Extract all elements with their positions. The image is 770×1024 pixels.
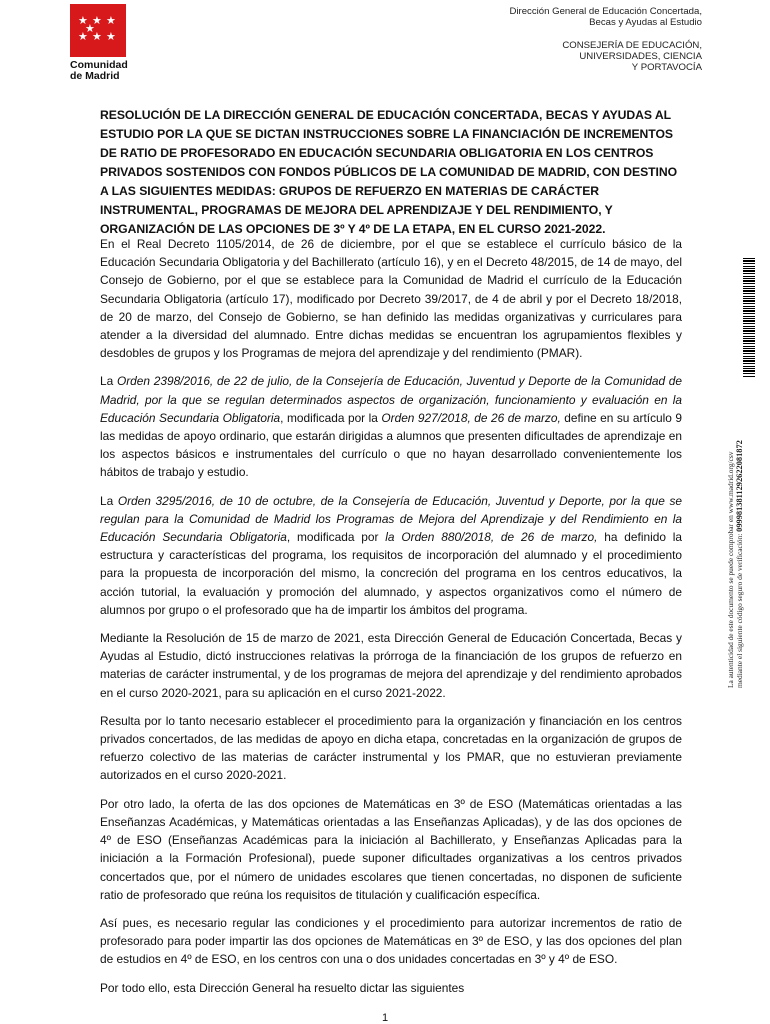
directorate-line2: Becas y Ayudas al Estudio: [589, 17, 702, 28]
paragraph-8: Por todo ello, esta Dirección General ha resuelto dictar las siguientes: [100, 980, 465, 995]
ministry-line3: Y PORTAVOCÍA: [631, 62, 702, 73]
verification-text: [726, 388, 744, 688]
cited-order-3295: Orden 3295/2016, de 10 de octubre, de la Consejería de Educación, Juventud y Deporte, por la que se regulan para la Comunidad de Madrid los Programas de Mejora del Aprendizaje y del Rendimiento en la Educación Secundaria Obligatoria: [100, 493, 683, 545]
paragraph-4: Mediante la Resolución de 15 de marzo de 2021, esta Dirección General de Educación Concertada, Becas y Ayudas al Estudio, dictó instrucciones relativas la prórroga de la financiación de los grupos de refuerzo en materias de carácter instrumental, y de los programas de mejora del aprendizaje y del rendimiento aprobados en el curso 2020-2021, para su aplicación en el curso 2021-2022.: [100, 631, 682, 700]
comunidad-de-madrid-logo: [70, 4, 128, 82]
paragraph-5: Resulta por lo tanto necesario establecer el procedimiento para la organización y financiación en los centros privados concertados, de las medidas de apoyo en dicha etapa, concretadas en la organización de grupos de refuerzo colectivo de las materias de carácter instrumental y los PMAR, que no estuvieran previamente autorizados en el curso 2020-2021.: [100, 713, 682, 783]
paragraph-1: En el Real Decreto 1105/2014, de 26 de diciembre, por el que se establece el currículo básico de la Educación Secundaria Obligatoria y del Bachillerato (artículo 16), y en el Decreto 48/2015, de 14 de mayo, del Consejo de Gobierno, por el que se establece para la Comunidad de Madrid el currículo de la Educación Secundaria Obligatoria (artículo 17), modificado por Decreto 39/2017, de 4 de abril y por el Decreto 18/2018, de 20 de marzo, del Consejo de Gobierno, se han definido las medidas organizativas y curriculares para atender a la diversidad del alumnado. Entre dichas medidas se encuentran los agrupamientos flexibles y desdobles de grupos y los Programas de mejora del aprendizaje y del rendimiento (PMAR).: [100, 237, 682, 361]
logo-text-line1: Comunidad: [70, 59, 128, 71]
ministry-header: [562, 40, 702, 73]
directorate-header: [509, 6, 702, 28]
paragraph-2: La Orden 2398/2016, de 22 de julio, de la Consejería de Educación, Juventud y Deporte de la Comunidad de Madrid, por la que se regulan determinados aspectos de organización, funcionamiento y evaluación en la Educación Secundaria Obligatoria, modificada por la Orden 927/2018, de 26 de marzo, define en su artículo 9 las medidas de apoyo ordinario, que estarán dirigidas a alumnos que presenten dificultades de aprendizaje en los aspectos básicos e instrumentales del currículo o que no hayan desarrollado convenientemente los hábitos de trabajo y estudio.: [100, 374, 683, 480]
madrid-flag-icon: ★ ★ ★ ★ ★ ★ ★: [70, 4, 126, 57]
document-title: RESOLUCIÓN DE LA DIRECCIÓN GENERAL DE EDUCACIÓN CONCERTADA, BECAS Y AYUDAS AL ESTUDIO POR LA QUE SE DICTAN INSTRUCCIONES SOBRE LA FINANCIACIÓN DE INCREMENTOS DE RATIO DE PROFESORADO EN EDUCACIÓN SECUNDARIA OBLIGATORIA EN LOS CENTROS PRIVADOS SOSTENIDOS CON FONDOS PÚBLICOS DE LA COMUNIDAD DE MADRID, CON DESTINO A LAS SIGUIENTES MEDIDAS: GRUPOS DE REFUERZO EN MATERIAS DE CARÁCTER INSTRUMENTAL, PROGRAMAS DE MEJORA DEL APRENDIZAJE Y DEL RENDIMIENTO, Y ORGANIZACIÓN DE LAS OPCIONES DE 3º Y 4º DE LA ETAPA, EN EL CURSO 2021-2022.: [100, 108, 678, 236]
page-number: 1: [381, 1012, 389, 1024]
ministry-line2: UNIVERSIDADES, CIENCIA: [579, 51, 702, 62]
verification-line1: La autenticidad de este documento se puede comprobar en www.madrid.org/csv: [726, 451, 735, 688]
document-body: [100, 235, 682, 1007]
verification-code: 0999813811292622081872: [735, 440, 744, 532]
ministry-line1: CONSEJERÍA DE EDUCACIÓN,: [562, 40, 702, 51]
barcode-icon: [743, 258, 755, 378]
directorate-line1: Dirección General de Educación Concertada,: [509, 6, 702, 17]
paragraph-7: Así pues, es necesario regular las condiciones y el procedimiento para autorizar incrementos de ratio de profesorado para poder impartir las dos opciones de Matemáticas en 3º de ESO, y las dos opciones del plan de estudios en 4º de ESO, en los centros con una o dos unidades concertadas en 3º y 4º de ESO.: [100, 915, 682, 967]
paragraph-3: La Orden 3295/2016, de 10 de octubre, de la Consejería de Educación, Juventud y Deporte, por la que se regulan para la Comunidad de Madrid los Programas de Mejora del Aprendizaje y del Rendimiento en la Educación Secundaria Obligatoria, modificada por la Orden 880/2018, de 26 de marzo, ha definido la estructura y características del programa, los requisitos de incorporación del alumnado y el procedimiento para la propuesta de incorporación del mismo, la concreción del programa en los centros educativos, la acción tutorial, la evaluación y promoción del alumnado, y aspectos organizativos como el número de alumnos por grupo o el profesorado que ha de impartir los ámbitos del programa.: [100, 493, 683, 617]
cited-order-880: la Orden 880/2018, de 26 de marzo,: [385, 530, 598, 545]
cited-order-927: Orden 927/2018, de 26 de marzo,: [381, 410, 561, 425]
verification-sidebar: [720, 258, 758, 690]
paragraph-6: Por otro lado, la oferta de las dos opciones de Matemáticas en 3º de ESO (Matemáticas orientadas a las Enseñanzas Académicas, y Matemáticas orientadas a las Enseñanzas Aplicadas), y de las dos opciones de 4º de ESO (Enseñanzas Académicas para la iniciación al Bachillerato, y Enseñanzas Aplicadas para la iniciación a la Formación Profesional), puede suponer dificultades organizativas a los centros privados concertados que, por el número de unidades escolares que tienen concertadas, no disponen de suficiente ratio de profesorado que reúna los requisitos de titulación y cualificación específica.: [100, 796, 682, 902]
logo-text: [70, 60, 128, 82]
verification-line2: mediante el siguiente código seguro de verificación: 0999813811292622081872: [735, 440, 744, 688]
cited-order-2398: Orden 2398/2016, de 22 de julio, de la Consejería de Educación, Juventud y Deporte de la Comunidad de Madrid, por la que se regulan determinados aspectos de organización, funcionamiento y evaluación en la Educación Secundaria Obligatoria: [100, 374, 683, 425]
logo-text-line2: de Madrid: [70, 70, 120, 82]
